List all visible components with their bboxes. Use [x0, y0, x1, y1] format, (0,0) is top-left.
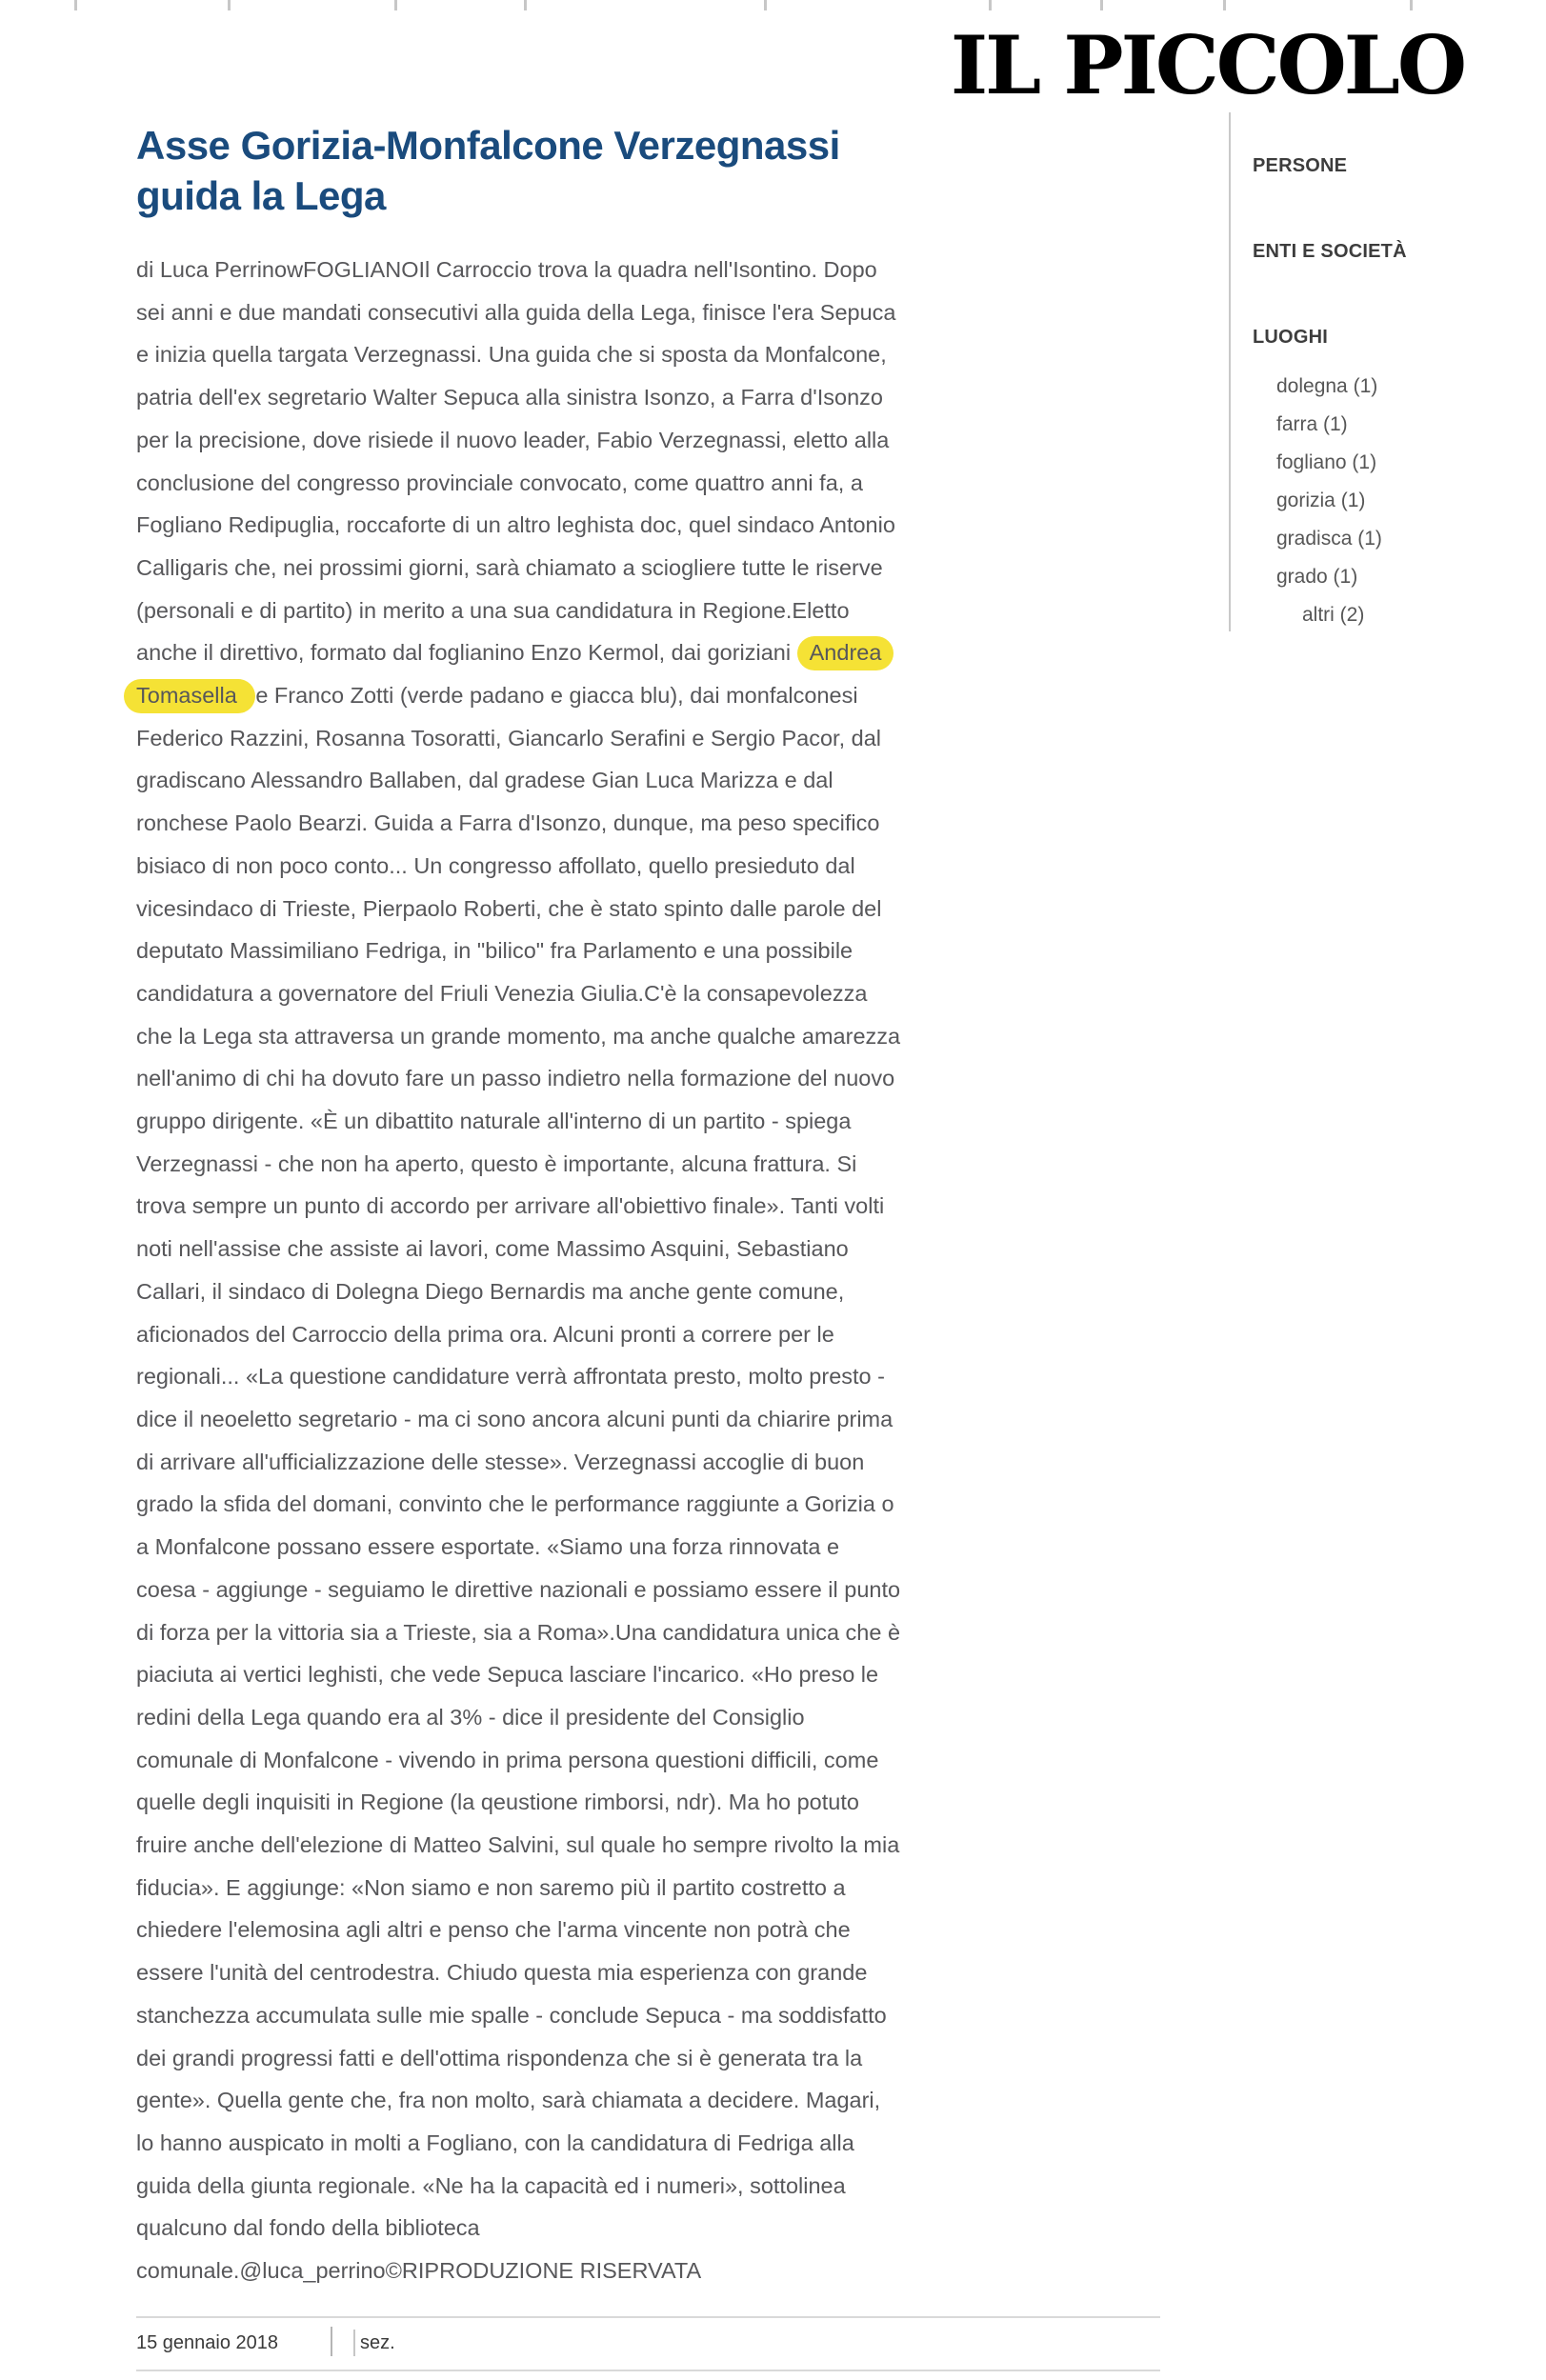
sidebar-item[interactable]: dolegna (1): [1276, 375, 1378, 397]
article-text: di Luca PerrinowFOGLIANOIl Carroccio trova la quadra nell'Isontino. Dopo: [136, 257, 877, 282]
footer-divider-bottom: [136, 2370, 1160, 2371]
article-text: a Monfalcone possano essere esportate. «Siamo una forza rinnovata e: [136, 1534, 840, 1560]
footer-divider-top: [136, 2316, 1160, 2318]
article-line: [136, 1781, 1165, 1824]
top-tick: [394, 0, 397, 10]
article-title-line: Asse Gorizia-Monfalcone Verzegnassi: [136, 123, 840, 168]
article-line: [136, 717, 1165, 760]
article-line: [136, 333, 1165, 376]
article-line: [136, 1015, 1165, 1058]
article-line: [136, 674, 1165, 717]
top-tick: [1223, 0, 1226, 10]
facet-sidebar: [1229, 112, 1545, 631]
article-line: [136, 291, 1165, 334]
article-line: [136, 1057, 1165, 1100]
sidebar-item[interactable]: fogliano (1): [1276, 451, 1377, 473]
article-line: [136, 1228, 1165, 1270]
sidebar-item-altri[interactable]: altri (2): [1302, 604, 1365, 626]
article-text: di arrivare all'ufficializzazione delle stesse». Verzegnassi accoglie di buon: [136, 1449, 865, 1474]
article-line: [136, 845, 1165, 888]
article-line: [136, 249, 1165, 291]
article-text: trova sempre un punto di accordo per arrivare all'obiettivo finale». Tanti volti: [136, 1193, 885, 1219]
article-line: [136, 1483, 1165, 1526]
article-text: e inizia quella targata Verzegnassi. Una guida che si sposta da Monfalcone,: [136, 342, 887, 368]
search-highlight: Tomasella: [124, 679, 255, 713]
article-text: che la Lega sta attraversa un grande momento, ma anche qualche amarezza: [136, 1023, 901, 1049]
article-text: bisiaco di non poco conto... Un congresso affollato, quello presieduto dal: [136, 852, 855, 878]
article-line: [136, 930, 1165, 972]
sidebar-section-title: ENTI E SOCIETÀ: [1253, 241, 1407, 262]
article-line: [136, 1313, 1165, 1356]
article-text: quelle degli inquisiti in Regione (la qeustione rimborsi, ndr). Ma ho potuto: [136, 1790, 859, 1815]
article-text: guida della giunta regionale. «Ne ha la capacità ed i numeri», sottolinea: [136, 2172, 846, 2198]
article-text: essere l'unità del centrodestra. Chiudo questa mia esperienza con grande: [136, 1960, 868, 1986]
article-line: [136, 504, 1165, 547]
article-line: [136, 1951, 1165, 1994]
sidebar-sections: [1231, 155, 1545, 634]
sidebar-item[interactable]: gradisca (1): [1276, 528, 1382, 550]
article-text: gruppo dirigente. «È un dibattito naturale all'interno di un partito - spiega: [136, 1109, 852, 1134]
article-text: ronchese Paolo Bearzi. Guida a Farra d'Isonzo, dunque, ma peso specifico: [136, 810, 880, 836]
article-text: regionali... «La questione candidature verrà affrontata presto, molto presto -: [136, 1364, 885, 1390]
article-line: [136, 1653, 1165, 1696]
article-line: [136, 2250, 1165, 2292]
article-text: aficionados del Carroccio della prima ora. Alcuni pronti a correre per le: [136, 1321, 834, 1347]
article-line: [136, 802, 1165, 845]
article-line: [136, 1994, 1165, 2037]
article-text: coesa - aggiunge - seguiamo le direttive nazionali e possiamo essere il punto: [136, 1576, 901, 1602]
article-line: [136, 419, 1165, 462]
article-line: [136, 1143, 1165, 1186]
article-line: [136, 547, 1165, 590]
article-line: [136, 2037, 1165, 2080]
article-line: [136, 1696, 1165, 1739]
sidebar-section-title: LUOGHI: [1253, 327, 1328, 348]
article-text: grado la sfida del domani, convinto che le performance raggiunte a Gorizia o: [136, 1491, 894, 1517]
article-text: deputato Massimiliano Fedriga, in "bilico" fra Parlamento e una possibile: [136, 938, 853, 964]
article-line: [136, 1569, 1165, 1611]
article-line: [136, 1611, 1165, 1654]
article-line: [136, 631, 1165, 674]
article-text: anche il direttivo, formato dal foglianino Enzo Kermol, dai goriziani: [136, 640, 797, 666]
article-text: nell'animo di chi ha dovuto fare un passo indietro nella formazione del nuovo: [136, 1066, 895, 1091]
article-text: conclusione del congresso provinciale convocato, come quattro anni fa, a: [136, 470, 863, 495]
article-line: [136, 2165, 1165, 2208]
article-line: [136, 972, 1165, 1015]
sidebar-item[interactable]: farra (1): [1276, 413, 1348, 435]
article-line: [136, 759, 1165, 802]
top-tick: [1410, 0, 1413, 10]
article-text: (personali e di partito) in merito a una sua candidatura in Regione.Eletto: [136, 597, 850, 623]
article-text: Calligaris che, nei prossimi giorni, sarà chiamato a sciogliere tutte le riserve: [136, 554, 883, 580]
article-text: qualcuno dal fondo della biblioteca: [136, 2215, 480, 2241]
article-line: [136, 1270, 1165, 1313]
article-text: piaciuta ai vertici leghisti, che vede Sepuca lasciare l'incarico. «Ho preso le: [136, 1662, 879, 1688]
sidebar-section-title: PERSONE: [1253, 155, 1348, 176]
article-text: redini della Lega quando era al 3% - dice il presidente del Consiglio: [136, 1704, 805, 1730]
article-text: candidatura a governatore del Friuli Venezia Giulia.C'è la consapevolezza: [136, 980, 868, 1006]
top-tick: [524, 0, 527, 10]
article-date: 15 gennaio 2018: [136, 2332, 279, 2353]
sidebar-section-list: [1253, 368, 1545, 634]
article-line: [136, 1398, 1165, 1441]
sidebar-item[interactable]: gorizia (1): [1276, 490, 1366, 511]
article-line: [136, 1441, 1165, 1484]
article-title-line: guida la Lega: [136, 173, 386, 218]
article-text: chiedere l'elemosina agli altri e penso che l'arma vincente non potrà che: [136, 1917, 851, 1943]
article-text: sei anni e due mandati consecutivi alla guida della Lega, finisce l'era Sepuca: [136, 299, 896, 325]
top-tick: [74, 0, 77, 10]
article-text: fiducia». E aggiunge: «Non siamo e non saremo più il partito costretto a: [136, 1874, 846, 1900]
section-label: sez.: [360, 2332, 395, 2353]
article-text: Verzegnassi - che non ha aperto, questo è importante, alcuna frattura. Si: [136, 1150, 857, 1176]
article-title: [136, 120, 1160, 221]
article-line: [136, 1739, 1165, 1782]
masthead-logo: IL PICCOLO: [950, 18, 1464, 112]
top-tick: [764, 0, 767, 10]
article-text: comunale.@luca_perrino©RIPRODUZIONE RISERVATA: [136, 2258, 702, 2284]
article-line: [136, 2079, 1165, 2122]
article-line: [136, 1824, 1165, 1867]
article-text: gente». Quella gente che, fra non molto, sarà chiamata a decidere. Magari,: [136, 2088, 881, 2113]
article-line: [136, 1909, 1165, 1951]
article-body: [136, 249, 1165, 2292]
top-tick: [1100, 0, 1103, 10]
article-line: [136, 462, 1165, 505]
article-text: stanchezza accumulata sulle mie spalle - conclude Sepuca - ma soddisfatto: [136, 2002, 887, 2028]
article-text: Callari, il sindaco di Dolegna Diego Bernardis ma anche gente comune,: [136, 1278, 845, 1304]
article-text: vicesindaco di Trieste, Pierpaolo Roberti, che è stato spinto dalle parole del: [136, 895, 882, 921]
article-line: [136, 1185, 1165, 1228]
article-line: [136, 2207, 1165, 2250]
article-text: gradiscano Alessandro Ballaben, dal gradese Gian Luca Marizza e dal: [136, 768, 833, 793]
article-text: comunale di Monfalcone - vivendo in prima persona questioni difficili, come: [136, 1747, 879, 1772]
article-line: [136, 1526, 1165, 1569]
article-line: [136, 888, 1165, 930]
footer-separator: [353, 2330, 355, 2356]
search-highlight: Andrea: [797, 636, 894, 670]
article-text: e Franco Zotti (verde padano e giacca blu), dai monfalconesi: [255, 683, 858, 709]
article-text: Fogliano Redipuglia, roccaforte di un altro leghista doc, quel sindaco Antonio: [136, 512, 895, 538]
top-tick: [989, 0, 992, 10]
article-text: lo hanno auspicato in molti a Fogliano, con la candidatura di Fedriga alla: [136, 2130, 854, 2155]
article-text: noti nell'assise che assiste ai lavori, come Massimo Asquini, Sebastiano: [136, 1236, 849, 1262]
article-text: per la precisione, dove risiede il nuovo leader, Fabio Verzegnassi, eletto alla: [136, 427, 890, 452]
sidebar-item[interactable]: grado (1): [1276, 566, 1358, 588]
footer-separator: [331, 2327, 332, 2356]
article-text: fruire anche dell'elezione di Matteo Salvini, sul quale ho sempre rivolto la mia: [136, 1832, 900, 1858]
article-line: [136, 376, 1165, 419]
article-line: [136, 1867, 1165, 1910]
article-line: [136, 2122, 1165, 2165]
top-tick: [228, 0, 231, 10]
article-text: patria dell'ex segretario Walter Sepuca alla sinistra Isonzo, a Farra d'Isonzo: [136, 385, 883, 410]
article-text: dei grandi progressi fatti e dell'ottima rispondenza che si è generata tra la: [136, 2045, 863, 2070]
article-line: [136, 1100, 1165, 1143]
article-text: Federico Razzini, Rosanna Tosoratti, Giancarlo Serafini e Sergio Pacor, dal: [136, 725, 881, 750]
article-text: dice il neoeletto segretario - ma ci sono ancora alcuni punti da chiarire prima: [136, 1406, 893, 1431]
article-text: di forza per la vittoria sia a Trieste, sia a Roma».Una candidatura unica che è: [136, 1619, 901, 1645]
article-line: [136, 590, 1165, 632]
article-line: [136, 1355, 1165, 1398]
